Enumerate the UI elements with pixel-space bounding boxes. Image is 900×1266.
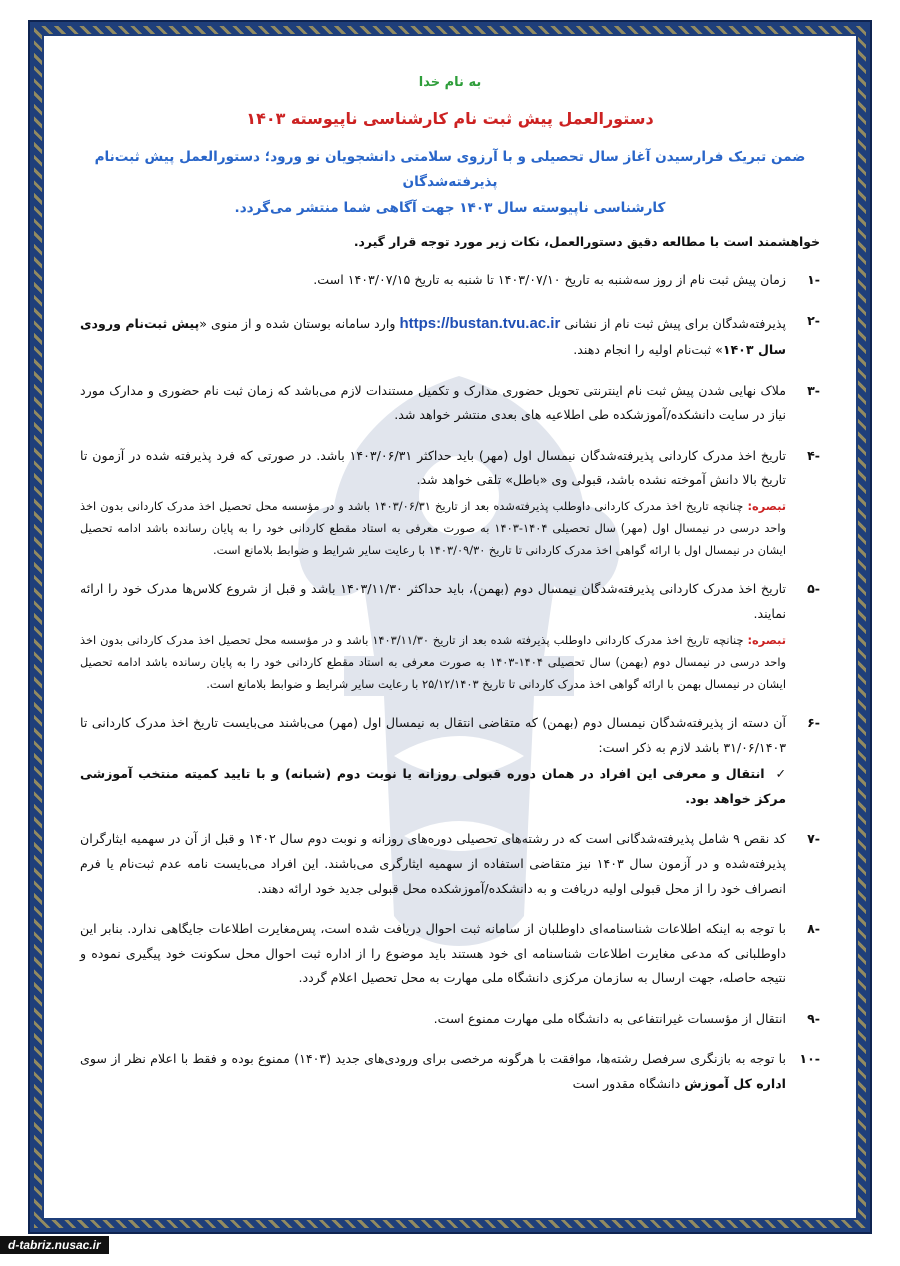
list-item-5	[80, 577, 820, 695]
bismillah: به نام خدا	[418, 75, 482, 90]
item-number: -۳	[807, 382, 820, 398]
list-item-6	[80, 711, 820, 811]
note	[80, 495, 786, 562]
item-number: -۹	[807, 1010, 820, 1026]
item-text: ملاک نهایی شدن پیش ثبت نام اینترنتی تحویل حضوری مدارک و تکمیل مستندات لازم می‌باشد که زمان ثبت نام حضوری و مدارک مورد نیاز در سایت دانشکده/آموزشکده طی اطلاعیه های بعدی منتشر خواهد شد.	[80, 382, 786, 423]
lead-sentence: خواهشمند است با مطالعه دقیق دستورالعمل، نکات زیر مورد توجه قرار گیرد.	[353, 234, 820, 250]
list-item-2	[80, 309, 820, 363]
document-content	[44, 36, 856, 1218]
list-item-1	[80, 268, 820, 293]
item-number: -۲	[807, 312, 820, 328]
item-main-text: آن دسته از پذیرفته‌شدگان نیمسال دوم (بهمن) که متقاضی انتقال به نیمسال اول (مهر) می‌باشند می‌بایست تاریخ اخذ مدرک کاردانی تا ۳۱/۰۶/۱۴۰۳ باشد لازم به ذکر است:	[80, 715, 786, 755]
department-name: اداره کل آموزش	[684, 1075, 786, 1091]
menu-name: پیش ثبت‌نام ورودی سال ۱۴۰۳	[80, 315, 786, 357]
item-text-part: با توجه به بازنگری سرفصل رشته‌ها، موافقت با هرگونه مرخصی برای ورودی‌های جدید (۱۴۰۳) ممنوع بوده و فقط با اعلام نظر از سوی	[80, 1051, 786, 1067]
list-item-9	[80, 1007, 820, 1032]
item-number: -۷	[807, 831, 820, 847]
note-text: چنانچه تاریخ اخذ مدرک کاردانی داوطلب پذیرفته‌شده بعد از تاریخ ۱۴۰۳/۰۶/۳۱ باشد و در مؤسسه محل تحصیل اخذ مدرک کاردانی بدون اخذ واحد درسی در نیمسال اول (مهر) سال تحصیلی ۱۴۰۴-۱۴۰۳ به صورت معرفی به استاد مقطع کاردانی خود را به پایان رسانده باشد ادامه تحصیل ایشان در نیمسال اول با ارائه گواهی اخذ مدرک کاردانی تا تاریخ ۱۴۰۳/۰۹/۳۰ با رعایت سایر شرایط و ضوابط بلامانع است.	[80, 498, 787, 558]
item-text	[80, 577, 786, 695]
item-number: -۴	[807, 447, 820, 463]
document-sheet	[42, 34, 858, 1220]
bustan-link[interactable]: https://bustan.tvu.ac.ir	[399, 314, 561, 332]
list-item-10	[80, 1047, 820, 1096]
check-line	[80, 762, 786, 811]
item-text-part: پذیرفته‌شدگان برای پیش ثبت نام از نشانی	[564, 315, 786, 331]
intro-text	[80, 145, 820, 222]
item-text: کد نقص ۹ شامل پذیرفته‌شدگانی است که در رشته‌های تحصیلی دوره‌های روزانه و نوبت دوم سال ۱۴۰۲ و قبل از آن در سهمیه ایثارگران پذیرفته‌شده و در آزمون سال ۱۴۰۳ نیز متقاضی استفاده از سهمیه ایثارگری می‌باشند. این افراد می‌بایست نامه عدم ثبت‌نام یا فرم انصراف خود را از محل قبولی اولیه دریافت و به دانشکده/آموزشکده محل قبولی جدید خود ارائه دهند.	[80, 831, 786, 896]
note-label: تبصره:	[747, 498, 787, 513]
list-item-3	[80, 379, 820, 428]
item-text: انتقال از مؤسسات غیرانتفاعی به دانشگاه ملی مهارت ممنوع است.	[433, 1010, 786, 1026]
item-text: زمان پیش ثبت نام از روز سه‌شنبه به تاریخ ۱۴۰۳/۰۷/۱۰ تا شنبه به تاریخ ۱۴۰۳/۰۷/۱۵ است.	[313, 272, 786, 288]
list-item-7	[80, 827, 820, 901]
item-text	[80, 444, 786, 562]
list-item-4	[80, 444, 820, 562]
check-text: انتقال و معرفی این افراد در همان دوره قبولی روزانه یا نوبت دوم (شبانه) و با تایید کمیته منتخب آموزشی مرکز خواهد بود.	[80, 766, 786, 806]
item-text	[80, 1047, 786, 1096]
item-text	[80, 711, 786, 811]
item-text: با توجه به اینکه اطلاعات شناسنامه‌ای داوطلبان از سامانه ثبت احوال دریافت شده است، پس‌مغایرت اطلاعات جایگاهی ندارد. بنابر این داوطلبانی که مدعی مغایرت اطلاعات شناسنامه ای خود هستند باید موضوع را از اداره ثبت احوال محل سکونت خود پیگیری نموده و نتیجه حاصله، جهت ارسال به سازمان مرکزی دانشگاه ملی مهارت به محل تحصیل اعلام گردد.	[80, 921, 786, 986]
item-number: -۸	[807, 921, 820, 937]
note-label: تبصره:	[747, 632, 786, 647]
list-item-8	[80, 917, 820, 991]
checkmark-icon: ✓	[775, 766, 786, 782]
item-main-text: تاریخ اخذ مدرک کاردانی پذیرفته‌شدگان نیمسال دوم (بهمن)، باید حداکثر ۱۴۰۳/۱۱/۳۰ باشد و قبل از شروع کلاس‌ها مدرک خود را ارائه نمایند.	[80, 581, 786, 621]
item-number: -۵	[807, 581, 820, 597]
item-number: -۱	[807, 272, 820, 288]
site-watermark-tag: d-tabriz.nusac.ir	[0, 1236, 109, 1254]
item-number: -۱۰	[799, 1051, 820, 1067]
item-main-text: تاریخ اخذ مدرک کاردانی پذیرفته‌شدگان نیمسال اول (مهر) باید حداکثر ۱۴۰۳/۰۶/۳۱ باشد. در صورتی که فرد پذیرفته شده در آزمون تا تاریخ بالا دانش آموخته نشده باشد، قبولی وی «باطل» تلقی خواهد شد.	[80, 447, 786, 488]
item-text-part: » ثبت‌نام اولیه را انجام دهند.	[573, 342, 723, 357]
note	[80, 629, 786, 696]
page-title: دستورالعمل پیش ثبت نام کارشناسی ناپیوسته ۱۴۰۳	[246, 109, 654, 129]
item-text-part: وارد سامانه بوستان شده و از منوی «	[199, 315, 396, 331]
intro-line-2: کارشناسی ناپیوسته سال ۱۴۰۳ جهت آگاهی شما منتشر می‌گردد.	[234, 200, 666, 217]
page-border-frame	[28, 20, 872, 1234]
note-text: چنانچه تاریخ اخذ مدرک کاردانی داوطلب پذیرفته شده بعد از تاریخ ۱۴۰۳/۱۱/۳۰ باشد و در مؤسسه محل تحصیل اخذ مدرک کاردانی بدون اخذ واحد درسی در نیمسال دوم (بهمن) سال تحصیلی ۱۴۰۴-۱۴۰۳ به صورت معرفی به استاد مقطع کاردانی خود را به پایان رسانده باشد ادامه تحصیل ایشان در نیمسال بهمن با ارائه گواهی اخذ مدرک کاردانی تا تاریخ ۲۵/۱۲/۱۴۰۳ با رعایت سایر شرایط و ضوابط بلامانع است.	[80, 632, 786, 691]
item-text	[80, 309, 786, 363]
intro-line-1: ضمن تبریک فرارسیدن آغاز سال تحصیلی و با آرزوی سلامتی دانشجویان نو ورود؛ دستورالعمل پیش ثبت‌نام پذیرفته‌شدگان	[94, 148, 806, 191]
item-number: -۶	[807, 715, 820, 731]
item-text-part: دانشگاه مقدور است	[572, 1075, 681, 1091]
